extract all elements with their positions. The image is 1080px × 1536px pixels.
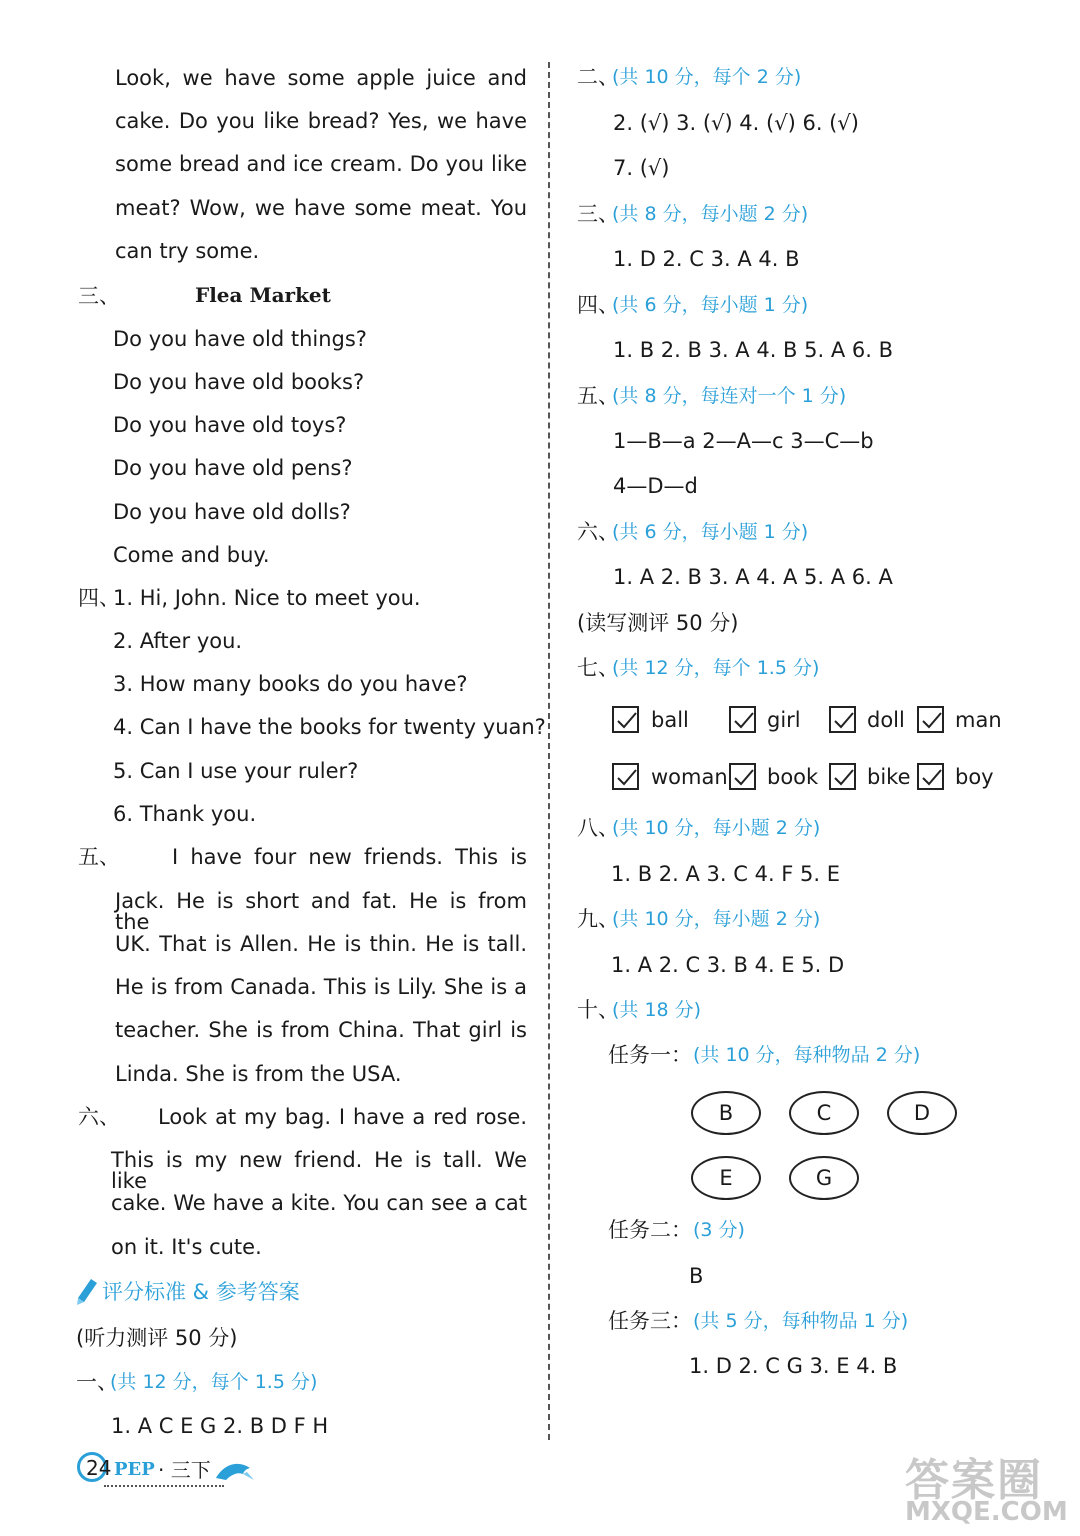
answer-line: 1. B 2. A 3. C 4. F 5. E: [611, 862, 841, 886]
section-label: 六、: [577, 520, 619, 544]
watermark-url: MXQE.COM: [905, 1497, 1068, 1527]
answer-line: 1—B—a 2—A—c 3—C—b: [613, 429, 874, 453]
checked-box: [729, 706, 756, 733]
score-note: (共 12 分，每个 1.5 分): [110, 1371, 318, 1393]
dialog-line: 3. How many books do you have?: [113, 672, 468, 696]
passage-line: can try some.: [115, 239, 260, 263]
answer-line: 1. A C E G 2. B D F H: [111, 1414, 329, 1438]
poem-line: Do you have old things?: [113, 327, 367, 351]
checkbox-word: woman: [651, 765, 728, 789]
answer-line: 1. D 2. C 3. A 4. B: [613, 247, 800, 271]
section-label: 九、: [577, 907, 619, 931]
score-note: (共 10 分，每个 2 分): [612, 66, 802, 88]
passage-line: UK. That is Allen. He is thin. He is tall.: [115, 932, 527, 956]
dialog-line: 4. Can I have the books for twenty yuan?: [113, 715, 546, 739]
passage-line: Jack. He is short and fat. He is from the: [115, 889, 527, 934]
passage-line: Look, we have some apple juice and: [115, 66, 527, 90]
checked-box: [612, 763, 639, 790]
section-label: 十、: [577, 998, 619, 1022]
answer-oval: D: [887, 1091, 957, 1135]
dialog-line: 6. Thank you.: [113, 802, 257, 826]
checkbox-word: ball: [651, 708, 689, 732]
score-note: (3 分): [693, 1219, 745, 1241]
poem-line: Do you have old dolls?: [113, 500, 351, 524]
column-divider: [548, 62, 550, 1440]
answer-line: 1. D 2. C G 3. E 4. B: [689, 1354, 898, 1378]
answer-oval: E: [691, 1156, 761, 1200]
answer-line: 2. (√) 3. (√) 4. (√) 6. (√): [613, 111, 859, 135]
dialog-line: 5. Can I use your ruler?: [113, 759, 359, 783]
passage-line: some bread and ice cream. Do you like: [115, 152, 527, 176]
passage-line: Linda. She is from the USA.: [115, 1062, 402, 1086]
section-label: 四、: [78, 586, 120, 610]
section-label: 八、: [577, 816, 619, 840]
score-note: (共 12 分，每个 1.5 分): [612, 657, 820, 679]
task-label: 任务三：: [608, 1309, 692, 1333]
section-label: 五、: [577, 384, 619, 408]
score-note: (共 10 分，每小题 2 分): [612, 817, 821, 839]
checkbox-word: man: [955, 708, 1002, 732]
checkbox-word: book: [767, 765, 819, 789]
passage-line: meat? Wow, we have some meat. You: [115, 196, 527, 220]
poem-line: Do you have old books?: [113, 370, 365, 394]
checkbox-word: bike: [867, 765, 911, 789]
answer-oval: G: [789, 1156, 859, 1200]
answer-line: 7. (√): [613, 156, 670, 180]
grade-label: · 三下: [158, 1458, 211, 1482]
score-note: (共 6 分，每小题 1 分): [612, 521, 809, 543]
checked-box: [829, 763, 856, 790]
poem-line: Do you have old toys?: [113, 413, 347, 437]
passage-line: on it. It's cute.: [111, 1235, 262, 1259]
section-label: 二、: [577, 65, 619, 89]
passage-line: cake. Do you like bread? Yes, we have: [115, 109, 527, 133]
passage-line: cake. We have a kite. You can see a cat: [111, 1191, 527, 1215]
dolphin-icon: [214, 1458, 256, 1484]
checkbox-word: boy: [955, 765, 994, 789]
answer-oval: C: [789, 1091, 859, 1135]
passage-line: This is my new friend. He is tall. We like: [111, 1148, 527, 1193]
dialog-line: 2. After you.: [113, 629, 243, 653]
pencil-icon: [76, 1278, 98, 1306]
checked-box: [917, 706, 944, 733]
checked-box: [612, 706, 639, 733]
answer-heading: 评分标准 & 参考答案: [102, 1280, 300, 1304]
reading-title: (读写测评 50 分): [577, 611, 739, 635]
page-number: 24: [86, 1456, 112, 1480]
score-note: (共 18 分): [612, 999, 702, 1021]
checked-box: [729, 763, 756, 790]
checked-box: [917, 763, 944, 790]
task-label: 任务一：: [608, 1043, 692, 1067]
footer-rule: [104, 1485, 224, 1487]
watermark-logo: 答案圈: [905, 1455, 1043, 1506]
score-note: (共 6 分，每小题 1 分): [612, 294, 809, 316]
passage-line: Look at my bag. I have a red rose.: [158, 1105, 527, 1129]
passage-line: I have four new friends. This is: [172, 845, 527, 869]
listening-title: (听力测评 50 分): [76, 1326, 238, 1350]
dialog-line: 1. Hi, John. Nice to meet you.: [113, 586, 421, 610]
answer-line: 1. A 2. B 3. A 4. A 5. A 6. A: [613, 565, 893, 589]
answer-line: B: [689, 1264, 704, 1288]
passage-line: teacher. She is from China. That girl is: [115, 1018, 527, 1042]
section-label: 五、: [78, 845, 120, 869]
task-label: 任务二：: [608, 1218, 692, 1242]
checked-box: [829, 706, 856, 733]
score-note: (共 5 分，每种物品 1 分): [693, 1310, 909, 1332]
section-label: 一、: [76, 1370, 118, 1394]
section-label: 四、: [577, 293, 619, 317]
section-label: 七、: [577, 656, 619, 680]
score-note: (共 10 分，每种物品 2 分): [693, 1044, 921, 1066]
answer-oval: B: [691, 1091, 761, 1135]
poem-line: Do you have old pens?: [113, 456, 353, 480]
poem-title: Flea Market: [195, 283, 331, 307]
score-note: (共 8 分，每连对一个 1 分): [612, 385, 847, 407]
edition-label: PEP: [114, 1459, 155, 1480]
checkbox-word: doll: [867, 708, 905, 732]
answer-line: 1. A 2. C 3. B 4. E 5. D: [611, 953, 845, 977]
poem-line: Come and buy.: [113, 543, 270, 567]
score-note: (共 10 分，每小题 2 分): [612, 908, 821, 930]
checkbox-word: girl: [767, 708, 801, 732]
section-label: 三、: [78, 284, 120, 308]
answer-line: 4—D—d: [613, 474, 698, 498]
score-note: (共 8 分，每小题 2 分): [612, 203, 809, 225]
answer-line: 1. B 2. B 3. A 4. B 5. A 6. B: [613, 338, 894, 362]
passage-line: He is from Canada. This is Lily. She is a: [115, 975, 527, 999]
section-label: 六、: [78, 1105, 120, 1129]
section-label: 三、: [577, 202, 619, 226]
